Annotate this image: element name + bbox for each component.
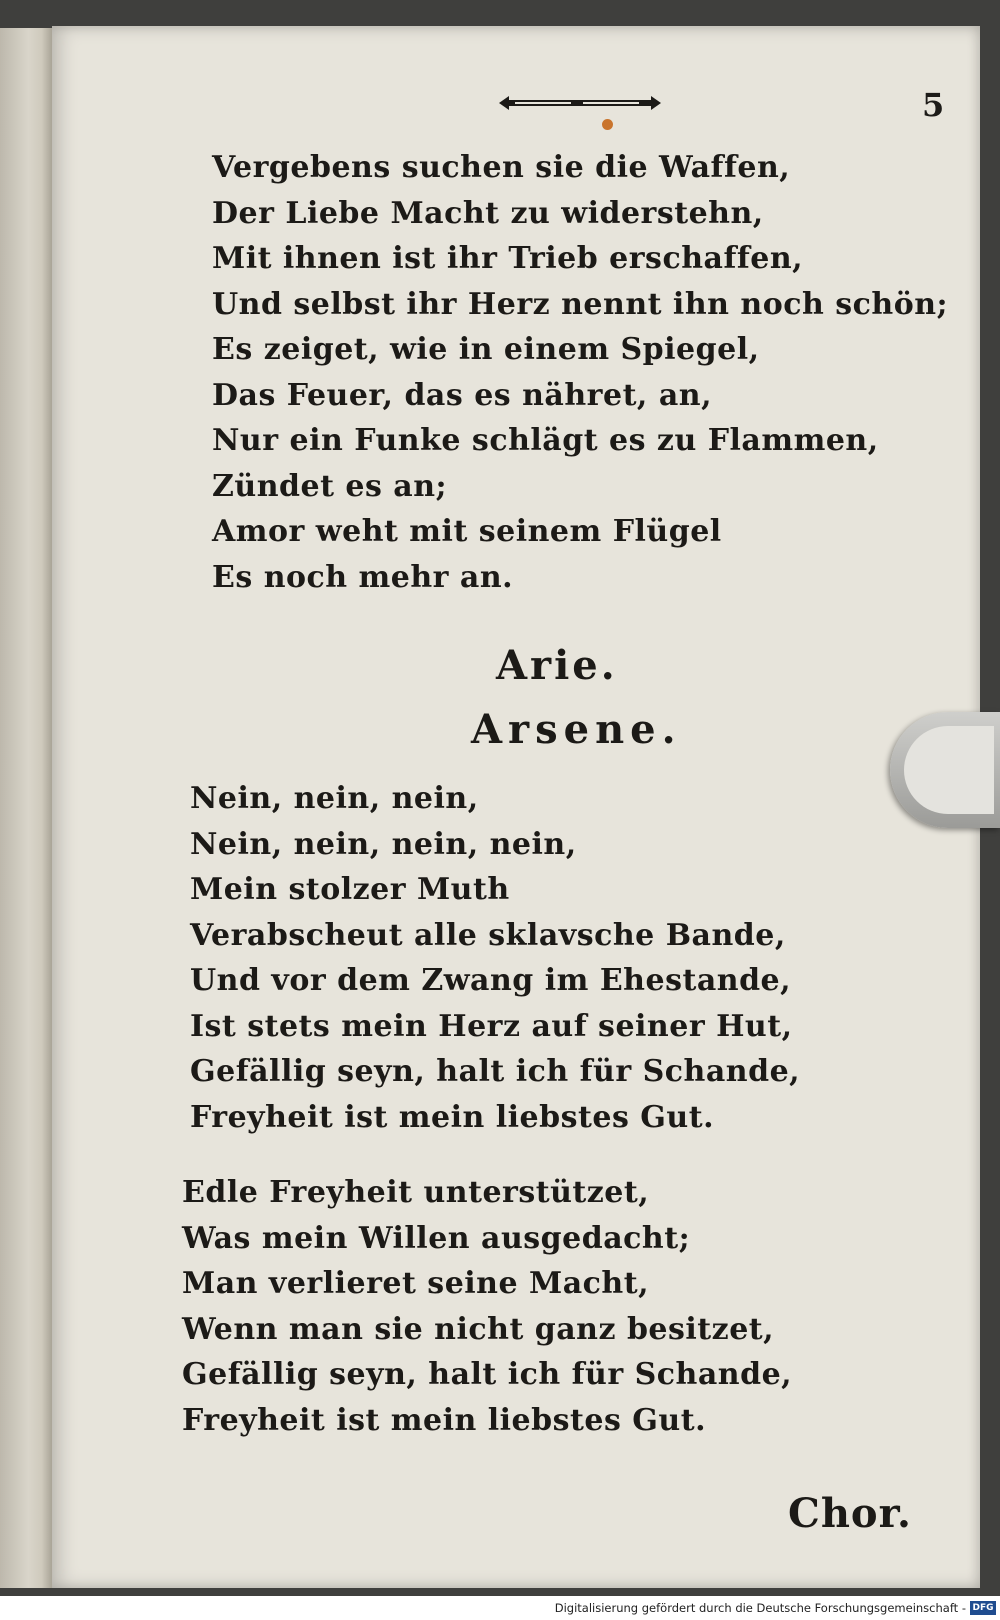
verse-line: Zündet es an;	[212, 468, 448, 504]
catchword: Chor.	[788, 1490, 912, 1537]
ink-spot	[602, 119, 613, 130]
verse-line: Nur ein Funke schlägt es zu Flammen,	[212, 423, 879, 458]
verse-line: Man verlieret seine Macht,	[182, 1266, 650, 1301]
verse-line: Mein stolzer Muth	[190, 872, 510, 907]
verse-line: Freyheit ist mein liebstes Gut.	[190, 1099, 715, 1135]
verse-line: Mit ihnen ist ihr Trieb erschaffen,	[212, 241, 804, 276]
verse-line: Und vor dem Zwang im Ehestande,	[190, 963, 792, 998]
verse-line: Es zeiget, wie in einem Spiegel,	[212, 332, 760, 367]
verse-line: Ist stets mein Herz auf seiner Hut,	[190, 1008, 793, 1044]
verse-line: Amor weht mit seinem Flügel	[212, 514, 722, 549]
dfg-logo: DFG	[970, 1601, 996, 1615]
verse-line: Das Feuer, das es nähret, an,	[212, 377, 713, 413]
verse-line: Freyheit ist mein liebstes Gut.	[182, 1402, 707, 1438]
page-number: 5	[922, 86, 945, 124]
funding-credit: Digitalisierung gefördert durch die Deutsche Forschungsgemeinschaft -	[554, 1601, 966, 1615]
footer-bar	[0, 1596, 1000, 1620]
page-clip	[890, 712, 1000, 828]
verse-line: Der Liebe Macht zu widerstehn,	[212, 195, 764, 231]
previous-page-edge	[0, 28, 52, 1588]
character-name: Arsene.	[471, 706, 682, 753]
verse-line: Nein, nein, nein,	[190, 781, 479, 816]
verse-line: Was mein Willen ausgedacht;	[182, 1220, 691, 1256]
verse-line: Edle Freyheit unterstützet,	[182, 1175, 650, 1210]
verse-line: Und selbst ihr Herz nennt ihn noch schön;	[212, 286, 949, 322]
aria-stanza-1	[190, 776, 800, 1140]
verse-line: Vergebens suchen sie die Waffen,	[212, 150, 791, 185]
verse-line: Es noch mehr an.	[212, 559, 514, 595]
aria-stanza-2	[182, 1170, 792, 1443]
verse-line: Nein, nein, nein, nein,	[190, 826, 577, 862]
verse-line: Verabscheut alle sklavsche Bande,	[190, 917, 786, 953]
verse-line: Gefällig seyn, halt ich für Schande,	[190, 1054, 801, 1089]
aria-heading: Arie.	[496, 642, 618, 689]
ornament-rule	[495, 94, 665, 112]
verse-line: Wenn man sie nicht ganz besitzet,	[182, 1311, 775, 1347]
verse-line: Gefällig seyn, halt ich für Schande,	[182, 1357, 793, 1392]
recitative-verse	[212, 145, 948, 600]
